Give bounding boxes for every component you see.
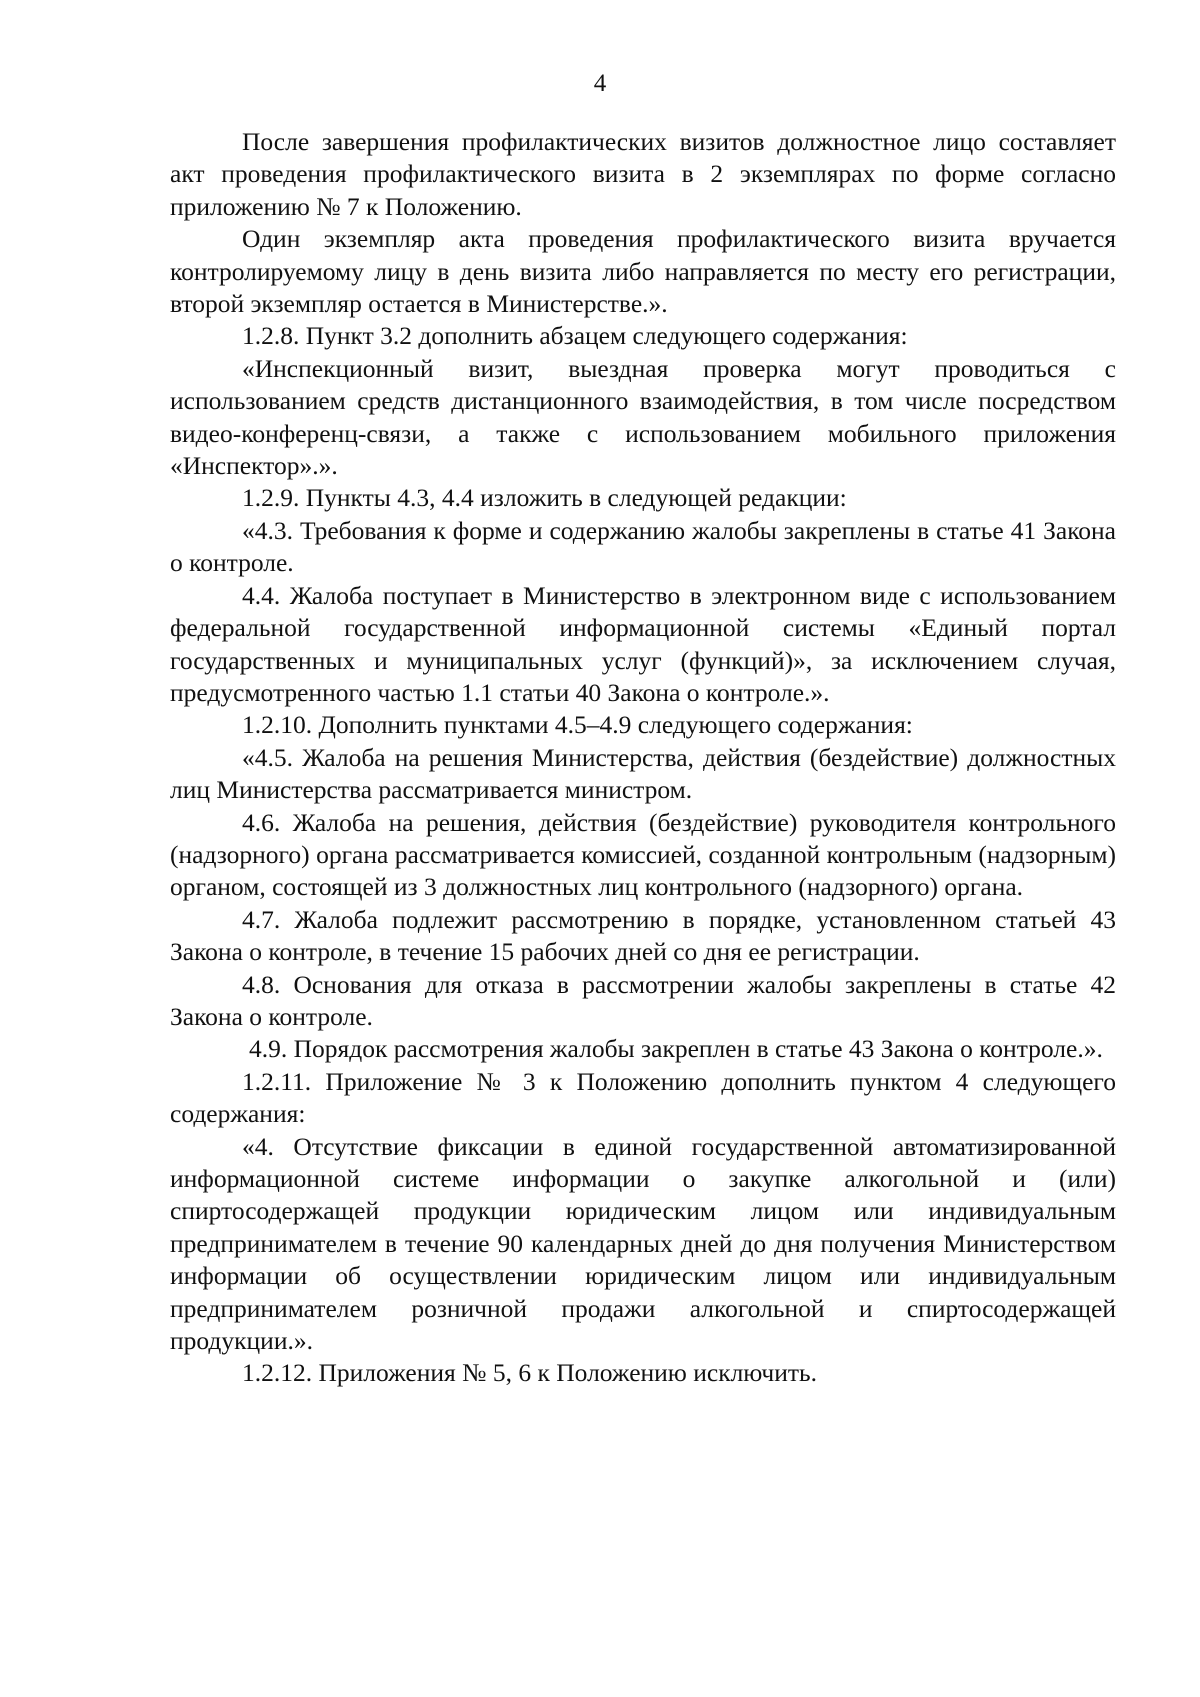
paragraph-4-5: «4.5. Жалоба на решения Министерства, действия (бездействие) должностных лиц Министерства рассматривается министром. [170, 742, 1116, 805]
paragraph-1-2-9: 1.2.9. Пункты 4.3, 4.4 изложить в следующей редакции: [242, 483, 847, 513]
paragraph-4-3: «4.3. Требования к форме и содержанию жалобы закреплены в статье 41 Закона о контроле. [170, 515, 1116, 578]
paragraph-item-4: «4. Отсутствие фиксации в единой государственной автоматизированной информационной системе информации о закупке алкогольной и (или) спиртосодержащей продукции юридическим лицом или индивидуальным предпринимателем в течение 90 календарных дней до дня получения Министерством информации об осуществлении юридическим лицом или индивидуальным предпринимателем розничной продажи алкогольной и спиртосодержащей продукции.». [170, 1131, 1116, 1356]
paragraph-4-7: 4.7. Жалоба подлежит рассмотрению в порядке, установленном статьей 43 Закона о контроле, в течение 15 рабочих дней со дня ее регистрации. [170, 904, 1116, 967]
page-number: 4 [593, 70, 607, 97]
paragraph-4-4: 4.4. Жалоба поступает в Министерство в электронном виде с использованием федеральной государственной информационной системы «Единый портал государственных и муниципальных услуг (функций)», за исключением случая, предусмотренного частью 1.1 статьи 40 Закона о контроле.». [170, 580, 1116, 707]
paragraph-1-2-10: 1.2.10. Дополнить пунктами 4.5–4.9 следующего содержания: [242, 710, 913, 740]
paragraph-1-2-12: 1.2.12. Приложения № 5, 6 к Положению исключить. [242, 1358, 818, 1388]
paragraph-inspection-visit: «Инспекционный визит, выездная проверка могут проводиться с использованием средств дистанционного взаимодействия, в том числе посредством видео-конференц-связи, а также с использованием мобильного приложения «Инспектор».». [170, 353, 1116, 481]
paragraph-4-8: 4.8. Основания для отказа в рассмотрении жалобы закреплены в статье 42 Закона о контроле. [170, 969, 1116, 1031]
paragraph-act-copy: Один экземпляр акта проведения профилактического визита вручается контролируемому лицу в день визита либо направляется по месту его регистрации, второй экземпляр остается в Министерстве.». [170, 224, 1116, 319]
paragraph-1-2-8: 1.2.8. Пункт 3.2 дополнить абзацем следующего содержания: [242, 321, 908, 351]
document-body [170, 126, 1116, 1390]
paragraph-4-9: 4.9. Порядок рассмотрения жалобы закреплен в статье 43 Закона о контроле.». [249, 1034, 1103, 1064]
paragraph-1-2-11: 1.2.11. Приложение № 3 к Положению дополнить пунктом 4 следующего содержания: [170, 1066, 1116, 1129]
paragraph-visit-act: После завершения профилактических визитов должностное лицо составляет акт проведения профилактического визита в 2 экземплярах по форме согласно приложению № 7 к Положению. [170, 127, 1116, 221]
paragraph-4-6: 4.6. Жалоба на решения, действия (бездействие) руководителя контрольного (надзорного) органа рассматривается комиссией, созданной контрольным (надзорным) органом, состоящей из 3 должностных лиц контрольного (надзорного) органа. [170, 807, 1116, 902]
